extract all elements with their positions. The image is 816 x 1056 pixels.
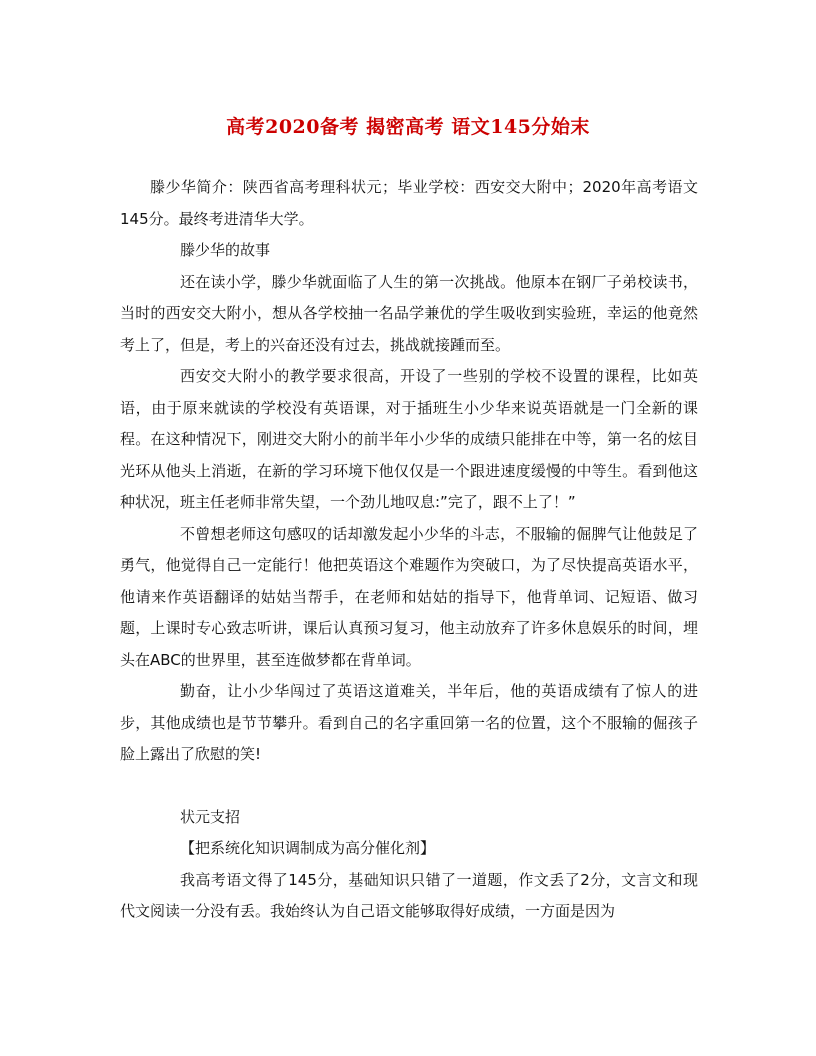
intro-paragraph: 滕少华简介：陕西省高考理科状元；毕业学校：西安交大附中；2020年高考语文145分。最终考进清华大学。 — [120, 178, 698, 228]
story-paragraph-4: 勤奋，让小少华闯过了英语这道难关，半年后，他的英语成绩有了惊人的进步，其他成绩也是节节攀升。看到自己的名字重回第一名的位置，这个不服输的倔孩子脸上露出了欣慰的笑! — [120, 682, 698, 763]
tips-subheading: 【把系统化知识调制成为高分催化剂】 — [180, 839, 436, 857]
tips-paragraph-1: 我高考语文得了145分，基础知识只错了一道题，作文丢了2分，文言文和现代文阅读一分没有丢。我始终认为自己语文能够取得好成绩，一方面是因为 — [120, 870, 698, 920]
document-title: 高考2020备考 揭密高考 语文145分始末 — [226, 116, 590, 138]
story-paragraph-3: 不曾想老师这句感叹的话却激发起小少华的斗志，不服输的倔脾气让他鼓足了勇气，他觉得自己一定能行！他把英语这个难题作为突破口，为了尽快提高英语水平，他请来作英语翻译的姑姑当帮手，在老师和姑姑的指导下，他背单词、记短语、做习题，上课时专心致志听讲，课后认真预习复习，他主动放弃了许多休息娱乐的时间，埋头在ABC的世界里，甚至连做梦都在背单词。 — [120, 524, 698, 669]
story-paragraph-2: 西安交大附小的教学要求很高，开设了一些别的学校不设置的课程，比如英语，由于原来就读的学校没有英语课，对于插班生小少华来说英语就是一门全新的课程。在这种情况下，刚进交大附小的前半年小少华的成绩只能排在中等，第一名的炫目光环从他头上消逝，在新的学习环境下他仅仅是一个跟进速度缓慢的中等生。看到他这种状况，班主任老师非常失望，一个劲儿地叹息:”完了，跟不上了！” — [120, 367, 698, 511]
section-heading-tips: 状元支招 — [180, 807, 241, 826]
section-heading-story: 滕少华的故事 — [180, 241, 271, 259]
section-spacer — [120, 771, 698, 802]
document-body — [120, 172, 698, 928]
story-paragraph-1: 还在读小学，滕少华就面临了人生的第一次挑战。他原本在钢厂子弟校读书，当时的西安交大附小，想从各学校抽一名品学兼优的学生吸收到实验班，幸运的他竟然考上了，但是，考上的兴奋还没有过去，挑战就接踵而至。 — [120, 272, 698, 354]
